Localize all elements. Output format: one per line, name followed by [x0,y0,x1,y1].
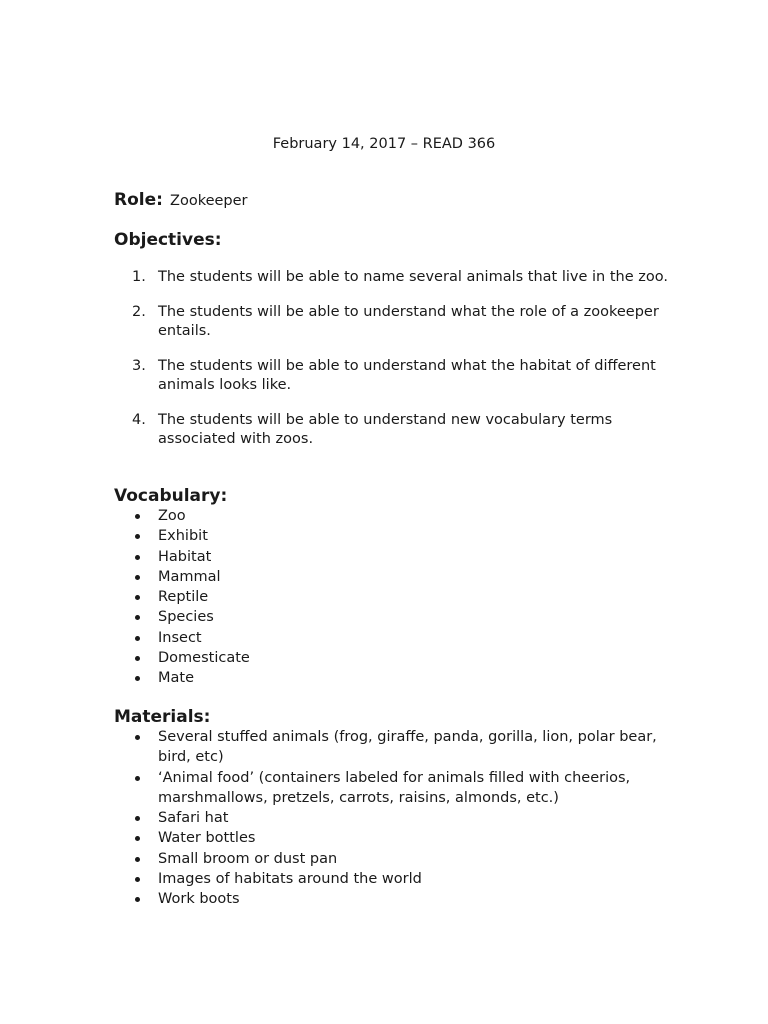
vocabulary-term: Mate [158,670,195,687]
role-value: Zookeeper [170,193,248,209]
objective-text: The students will be able to understand what the role of a zookeeper entails. [158,304,659,339]
vocabulary-term: Insect [158,629,202,646]
vocabulary-item [114,547,674,567]
vocabulary-item [114,607,674,627]
bullet-icon [135,676,140,681]
materials-text: Safari hat [158,810,229,827]
role-line [114,188,248,213]
bullet-icon [135,575,140,580]
objective-number: 1. [132,269,146,285]
objective-number: 2. [132,304,146,320]
materials-heading: Materials: [114,707,211,727]
bullet-icon [135,897,140,902]
vocabulary-item [114,628,674,648]
materials-item [114,889,674,909]
materials-text: Water bottles [158,830,256,847]
materials-text: Images of habitats around the world [158,871,422,888]
materials-text: ‘Animal food’ (containers labeled for animals filled with cheerios, marshmallows, pretzels, carrots, raisins, almonds, etc.) [158,769,631,806]
vocabulary-term: Reptile [158,589,209,606]
bullet-icon [135,735,140,740]
bullet-icon [135,776,140,781]
bullet-icon [135,615,140,620]
materials-list [114,727,674,910]
bullet-icon [135,877,140,882]
objective-number: 4. [132,412,146,428]
vocabulary-item [114,668,674,688]
vocabulary-term: Exhibit [158,528,208,545]
bullet-icon [135,656,140,661]
materials-text: Several stuffed animals (frog, giraffe, panda, gorilla, lion, polar bear, bird, etc) [158,729,657,766]
bullet-icon [135,816,140,821]
materials-item [114,828,674,848]
bullet-icon [135,595,140,600]
objective-item [114,411,674,449]
objective-text: The students will be able to understand what the habitat of different animals looks like. [158,358,656,393]
vocabulary-term: Mammal [158,568,221,585]
materials-item [114,849,674,869]
materials-text: Work boots [158,891,240,908]
vocabulary-term: Zoo [158,508,186,524]
materials-item [114,768,674,809]
objectives-heading: Objectives: [114,230,222,250]
vocabulary-term: Species [158,609,214,626]
materials-item [114,727,674,768]
objective-text: The students will be able to name several animals that live in the zoo. [158,269,668,285]
vocabulary-item [114,587,674,607]
bullet-icon [135,636,140,641]
objective-item [114,357,674,395]
vocabulary-term: Habitat [158,548,212,565]
vocabulary-heading: Vocabulary: [114,486,228,506]
materials-text: Small broom or dust pan [158,850,338,867]
bullet-icon [135,534,140,539]
objective-number: 3. [132,358,146,374]
role-heading: Role: [114,190,163,210]
materials-item [114,869,674,889]
bullet-icon [135,514,140,519]
objective-item [114,268,674,287]
bullet-icon [135,836,140,841]
objectives-list [114,268,674,465]
vocabulary-item [114,648,674,668]
bullet-icon [135,555,140,560]
date-course-line: February 14, 2017 – READ 366 [272,136,496,152]
vocabulary-item [114,526,674,546]
bullet-icon [135,857,140,862]
vocabulary-item [114,506,674,526]
objective-item [114,303,674,341]
vocabulary-item [114,567,674,587]
materials-item [114,808,674,828]
objective-text: The students will be able to understand new vocabulary terms associated with zoos. [158,412,613,447]
vocabulary-list [114,506,674,689]
vocabulary-term: Domesticate [158,650,250,667]
